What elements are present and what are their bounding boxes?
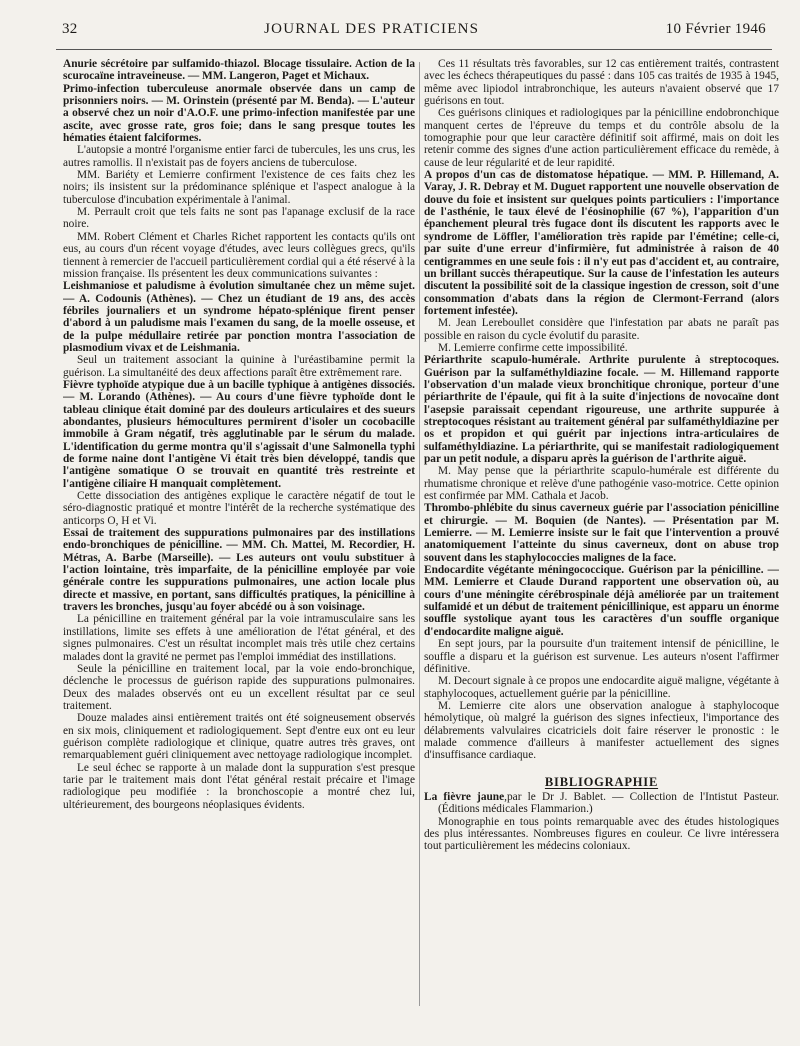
paragraph <box>63 379 415 490</box>
paragraph: MM. Bariéty et Lemierre confirment l'existence de ces faits chez les noirs; ils insistent sur la prédominance splénique et l'aspect analogue à la tuberculose d'incubation expérimentale à l'animal. <box>63 169 415 206</box>
paragraph: M. Jean Lereboullet considère que l'infestation par abats ne paraît pas possible en raison du cycle évolutif du parasite. <box>424 317 779 342</box>
header-rule <box>56 49 772 50</box>
issue-date: 10 Février 1946 <box>665 20 766 37</box>
paragraph: M. Decourt signale à ce propos une endocardite aiguë maligne, végétante à staphylocoques, actuellement guérie par la pénicilline. <box>424 675 779 700</box>
page-header <box>62 14 766 44</box>
paragraph: M. Lemierre cite alors une observation analogue à staphylocoque hémolytique, où malgré la guérison des signes infectieux, l'importance des délabrements valvulaires cicatriciels doit faire réserver le pronostic : le malade commence d'ailleurs à manifester actuellement des signes d'insuffisance cardiaque. <box>424 699 779 762</box>
paragraph <box>63 83 415 145</box>
paragraph: MM. Robert Clément et Charles Richet rapportent les contacts qu'ils ont eus, au cours d'un récent voyage d'études, avec leurs collègues grecs, qu'ils tiennent à remercier de l'accueil particulièrement cordial qui a été réservé à la mission française. Ils présentent les deux communications suivantes : <box>63 230 415 280</box>
paragraph: La pénicilline en traitement général par la voie intramusculaire sans les instillations, limite ses effets à une amélioration de l'état général, et des signes pulmonaires. C'est un résultat incomplet mais très utile chez certains malades dont la gravité ne permet pas l'emploi immédiat des instillations. <box>63 613 415 663</box>
paragraph: L'autopsie a montré l'organisme entier farci de tubercules, les uns crus, les autres ramollis. Il n'existait pas de foyers anciens de tuberculose. <box>63 144 415 169</box>
paragraph <box>424 564 779 638</box>
paragraph <box>424 169 779 317</box>
paragraph: Seule la pénicilline en traitement local, par la voie endo-bronchique, déclenche le processus de guérison rapide des suppurations pulmonaires. Deux des malades observés ont eu un excellent résultat par ce seul traitement. <box>63 662 415 712</box>
journal-title: JOURNAL DES PRATICIENS <box>264 20 480 37</box>
bibliography-title: BIBLIOGRAPHIE <box>544 774 659 789</box>
paragraph-heading: Thrombo-phlébite du sinus caverneux guérie par l'association pénicilline et chirurgie. — M. Boquien (de Nantes). — Présentation par M. Lemierre. — M. Lemierre insiste sur le fait que l'intervention a prouvé anatomiquement l'atteinte du sinus caverneux, dont on abuse trop souvent dans les staphylococcies malignes de la face. <box>424 502 779 564</box>
column-divider <box>419 62 420 1006</box>
paragraph: Douze malades ainsi entièrement traités ont été soigneusement observés en six mois, cliniquement et radiologiquement. Sept d'entre eux ont eu leur guérison complète radiologique et clinique, quatre autres très graves, ont remarquablement guéri cliniquement avec nettoyage radiologique incomplet. <box>63 712 415 762</box>
page-number: 32 <box>62 20 78 37</box>
paragraph-heading: A propos d'un cas de distomatose hépatique. — MM. P. Hillemand, A. Varay, J. R. Debray et M. Duguet rapportent une nouvelle observation de douve du foie et insistent sur quelques points particuliers : l'importance de l'asthénie, le taux élevé de l'éosinophilie (67 %), l'apparition d'un épanchement pleural très fugace dont ils discutent les rapports avec le syndrome de Löffler, l'amélioration très rapide par l'émétine; celle-ci, par suite d'une erreur d'infirmière, fut administrée à raison de 40 centigrammes en une seule fois : il n'y eut pas d'accident et, au contraire, un brillant succès thérapeutique. Sur la cause de l'infestation les auteurs discutent la possibilité soit de la classique ingestion de cresson, soit d'une consommation d'abats dans la région de Clermont-Ferrand (alors fortement infestée). <box>424 169 779 317</box>
paragraph: M. Perrault croit que tels faits ne sont pas l'apanage exclusif de la race noire. <box>63 206 415 231</box>
paragraph-heading: Primo-infection tuberculeuse anormale observée dans un camp de prisonniers noirs. — M. Orinstein (présenté par M. Benda). — L'auteur a observé chez un noir d'A.O.F. une primo-infection manifestée par une ascite, avec grosse rate, gros foie; dans le sang presque toutes les hématies étaient falciformes. <box>63 82 415 145</box>
paragraph-heading: Endocardite végétante méningococcique. Guérison par la pénicilline. — MM. Lemierre et Claude Durand rapportent une observation où, au cours d'une méningite cérébrospinale déjà améliorée par un traitement sulfamidé et un début de traitement pénicillinique, est apparu un énorme souffle systolique ayant tous les caractères d'un souffle organique d'endocardite maligne aiguë. <box>424 564 779 638</box>
paragraph: M. May pense que la périarthrite scapulo-humérale est différente du rhumatisme chronique et relève d'une pathogénie vaso-motrice. Cette opinion est confirmée par MM. Cathala et Jacob. <box>424 465 779 503</box>
left-column <box>63 58 415 1042</box>
paragraph <box>424 354 779 465</box>
paragraph: Ces guérisons cliniques et radiologiques par la pénicilline endobronchique manquent certes de l'épreuve du temps et du contrôle absolu de la tomographie pour que leur caractère définitif soit affirmé, mais on doit les retenir comme des signes d'une action particulièrement efficace du remède, à cause de leur régularité et de leur rapidité. <box>424 107 779 169</box>
bibliography-entry-title: La fièvre jaune <box>424 790 505 803</box>
paragraph-heading: Fièvre typhoïde atypique due à un bacille typhique à antigènes dissociés. — M. Lorando (Athènes). — Au cours d'une fièvre typhoïde dont le tableau clinique était dominé par des douleurs articulaires et des sueurs abondantes, plusieurs hémocultures permirent d'isoler un cocobacille immobile à Gram négatif, très agglutinable par le sérum du malade. L'identification du germe montra qu'il s'agissait d'une Salmonella typhi de forme naine dont l'antigène Vi était très bien développé, tandis que l'antigène somatique O se trouvait en quantité très restreinte et l'antigène ciliaire H manquait complètement. <box>63 378 415 490</box>
paragraph-heading: Périarthrite scapulo-humérale. Arthrite purulente à streptocoques. Guérison par la sulfaméthyldiazine focale. — M. Hillemand rapporte l'observation d'un malade vieux bronchitique chronique, porteur d'une périarthrite de l'épaule, qui fit à la suite d'injections de novocaïne dont l'asepsie paraissait cependant rigoureuse, une arthrite suppurée à streptocoques résistant au traitement général par sulfaméthyldiazine per os et propidon et qui guérit par injections intra-articulaires de sulfaméthyldiazine. La périarthrite, qui se manifestait radiologiquement par un petit nodule, a disparu après la guérison de l'arthrite aiguë. <box>424 354 779 465</box>
paragraph: Cette dissociation des antigènes explique le caractère négatif de tout le séro-diagnostic pratiqué et montre l'intérêt de la recherche systématique des anticorps O, H et Vi. <box>63 490 415 527</box>
paragraph: Seul un traitement associant la quinine à l'uréastibamine permit la guérison. La simultanéité des deux affections paraît être extrêmement rare. <box>63 354 415 379</box>
bibliography-review: Monographie en tous points remarquable avec des études histologiques des plus intéressantes. Nombreuses figures en couleur. Ce livre intéressera tout particulièrement les médecins coloniaux. <box>424 815 779 853</box>
bibliography-entry-text: ,par le Dr J. Bablet. — Collection de l'Intistut Pasteur. (Éditions médicales Flammarion.) <box>438 790 779 816</box>
bibliography-entry <box>424 791 779 816</box>
paragraph-heading: Leishmaniose et paludisme à évolution simultanée chez un même sujet. — A. Codounis (Athènes). — Chez un étudiant de 19 ans, des accès fébriles journaliers et un syndrome hépato-splénique firent penser d'abord à un paludisme mais l'examen du sang, de la moelle osseuse, et de la pulpe médullaire retirée par ponction montra l'association de plasmodium vivax et de Leishmania. <box>63 280 415 354</box>
paragraph: En sept jours, par la poursuite d'un traitement intensif de pénicilline, le souffle a disparu et la guérison est survenue. Les auteurs n'osent l'affirmer définitive. <box>424 638 779 675</box>
paragraph <box>63 280 415 354</box>
right-column <box>424 58 779 1042</box>
paragraph <box>63 527 415 613</box>
paragraph-heading: Essai de traitement des suppurations pulmonaires par des instillations endo-bronchiques de pénicilline. — MM. Ch. Mattei, M. Recordier, H. Métras, A. Barbe (Marseille). — Les auteurs ont voulu substituer à l'action lointaine, très imparfaite, de la pénicilline employée par voie générale contre les suppurations pulmonaires, une action locale plus directe et massive, en portant, sans difficultés pratiques, la pénicilline à travers les bronches, jusqu'au foyer abcédé ou à son voisinage. <box>63 527 415 614</box>
paragraph: M. Lemierre confirme cette impossibilité. <box>438 341 628 354</box>
paragraph-heading: Anurie sécrétoire par sulfamido-thiazol. Blocage tissulaire. Action de la scurocaïne intraveineuse. — MM. Langeron, Paget et Michaux. <box>63 58 415 83</box>
paragraph: Ces 11 résultats très favorables, sur 12 cas entièrement traités, contrastent avec les échecs thérapeutiques du passé : dans 105 cas traités de 1935 à 1945, même avec lipiodol intrabronchique, les auteurs n'avaient observé que 17 guérisons en tout. <box>424 58 779 108</box>
paragraph: Le seul échec se rapporte à un malade dont la suppuration s'est presque tarie par le traitement mais dont l'état général restait précaire et l'image radiologique peu modifiée : la bronchoscopie a montré chez lui, ultérieurement, des bourgeons néoplasiques évidents. <box>63 761 415 811</box>
paragraph <box>424 502 779 564</box>
